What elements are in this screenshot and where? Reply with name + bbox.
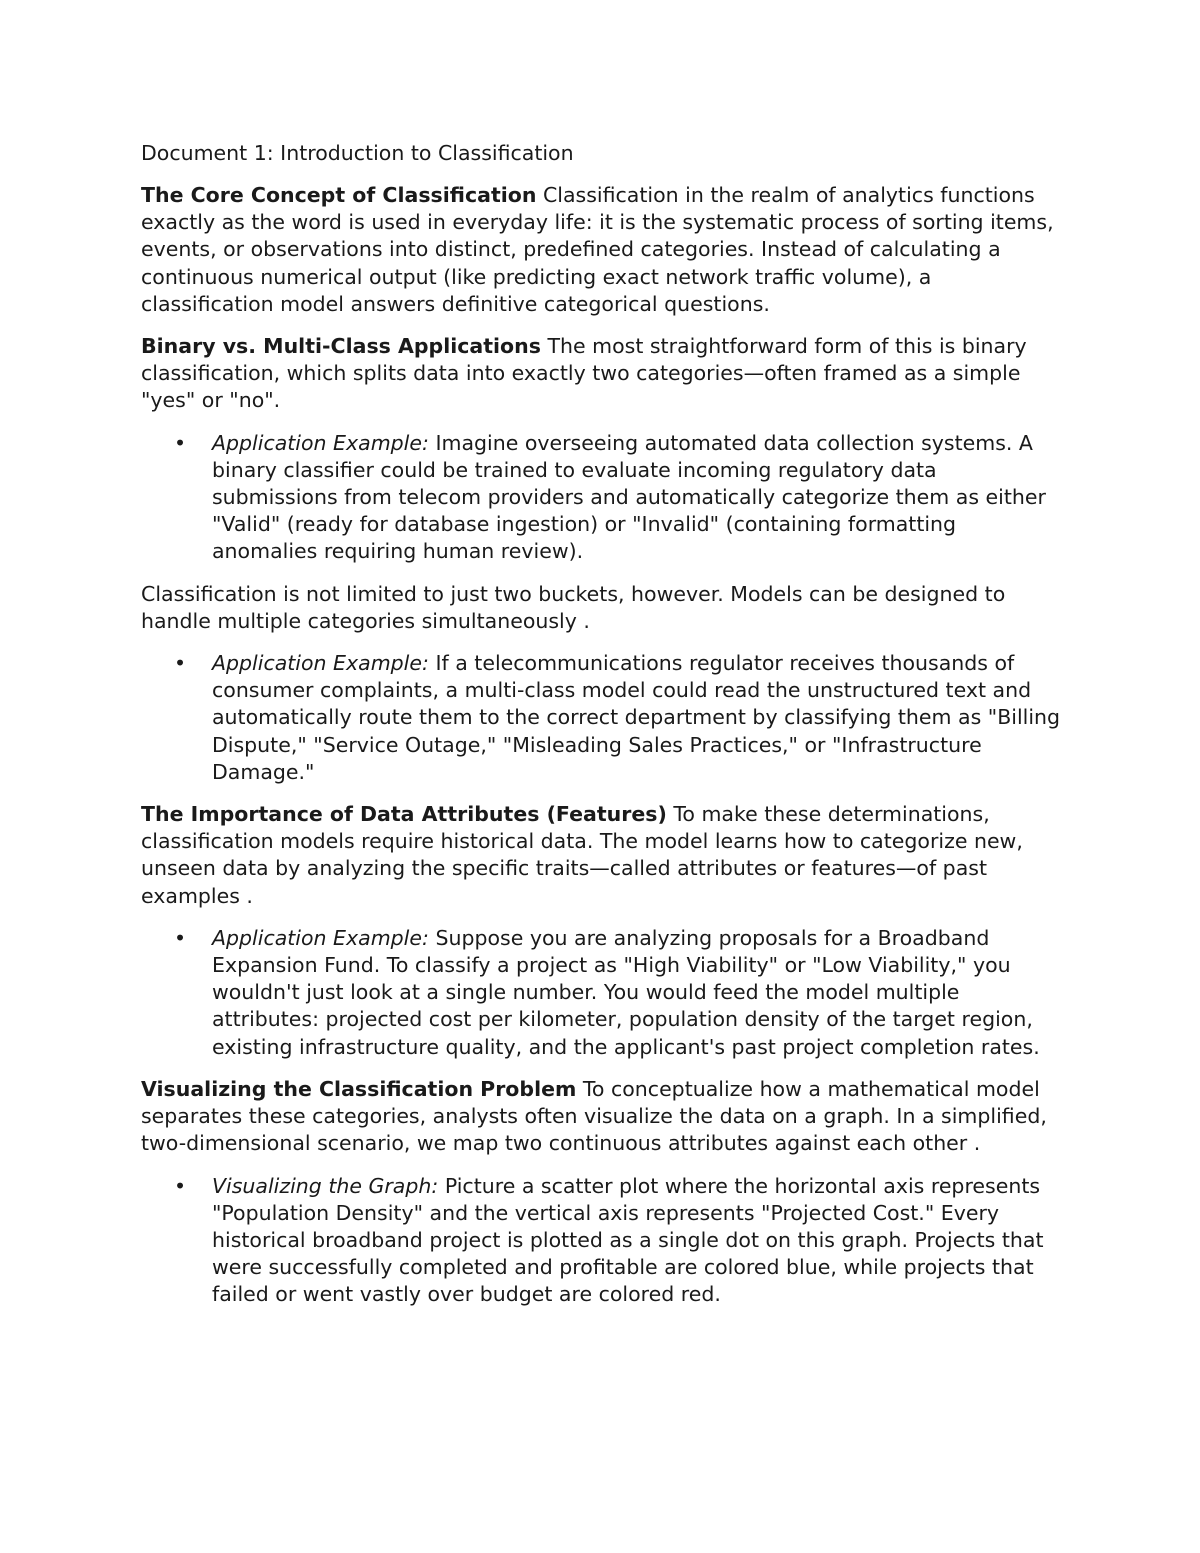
bullet-lead: Application Example: — [212, 430, 429, 455]
bullet-list — [141, 430, 1066, 566]
list-item — [141, 925, 1066, 1061]
bullet-text: Imagine overseeing automated data collection systems. A binary classifier could be trained to evaluate incoming regulatory data submissions from telecom providers and automatically categorize them as either "Valid" (ready for database ingestion) or "Invalid" (containing formatting anomalies requiring human review). — [212, 430, 1046, 564]
bullet-icon: • — [174, 925, 187, 950]
bullet-icon: • — [174, 430, 187, 455]
list-item — [141, 1173, 1066, 1309]
section-heading: Visualizing the Classification Problem — [141, 1076, 577, 1101]
section-followup-text: Classification is not limited to just two buckets, however. Models can be designed to handle multiple categories simultaneously . — [141, 581, 1006, 633]
bullet-lead: Visualizing the Graph: — [212, 1173, 439, 1198]
list-item — [141, 650, 1066, 786]
section-heading: Binary vs. Multi-Class Applications — [141, 334, 541, 359]
section-text: The most straightforward form of this is binary classification, which splits data into exactly two categories—often framed as a simple "yes" or "no". — [141, 334, 1027, 413]
section-data-attributes — [141, 801, 1066, 910]
list-item — [141, 430, 1066, 566]
bullet-lead: Application Example: — [212, 925, 429, 950]
bullet-icon: • — [174, 1173, 187, 1198]
section-text: Classification in the realm of analytics functions exactly as the word is used in everyday life: it is the systematic process of sorting items, events, or observations into distinct, predefined categories. Instead of calculating a continuous numerical output (like predicting exact network traffic volume), a classification model answers definitive categorical questions. — [141, 183, 1054, 316]
document-page — [141, 140, 1066, 1324]
bullet-text: If a telecommunications regulator receives thousands of consumer complaints, a multi-class model could read the unstructured text and automatically route them to the correct department by classifying them as "Billing Dispute," "Service Outage," "Misleading Sales Practices," or "Infrastructure Damage." — [212, 651, 1061, 784]
document-title: Document 1: Introduction to Classification — [141, 141, 574, 165]
section-text: To conceptualize how a mathematical model separates these categories, analysts often visualize the data on a graph. In a simplified, two-dimensional scenario, we map two continuous attributes against each other . — [141, 1076, 1047, 1156]
section-visualizing-problem — [141, 1076, 1066, 1158]
bullet-text: Picture a scatter plot where the horizontal axis represents "Population Density" and the vertical axis represents "Projected Cost." Every historical broadband project is plotted as a single dot on this graph. Projects that were successfully completed and profitable are colored blue, while projects that failed or went vastly over budget are colored red. — [212, 1173, 1044, 1307]
section-heading: The Core Concept of Classification — [141, 183, 537, 207]
bullet-list — [141, 650, 1066, 786]
bullet-list — [141, 1173, 1066, 1309]
section-text: To make these determinations, classification models require historical data. The model learns how to categorize new, unseen data by analyzing the specific traits—called attributes or features—of past examples . — [141, 802, 1023, 908]
bullet-text: Suppose you are analyzing proposals for a Broadband Expansion Fund. To classify a project as "High Viability" or "Low Viability," you wouldn't just look at a single number. You would feed the model multiple attributes: projected cost per kilometer, population density of the target region, existing infrastructure quality, and the applicant's past project completion rates. — [212, 925, 1040, 1059]
section-heading: The Importance of Data Attributes (Features) — [141, 802, 667, 827]
bullet-lead: Application Example: — [212, 651, 429, 676]
section-core-concept — [141, 182, 1066, 318]
section-binary-multiclass — [141, 333, 1066, 415]
bullet-icon: • — [174, 651, 187, 676]
bullet-list — [141, 925, 1066, 1061]
